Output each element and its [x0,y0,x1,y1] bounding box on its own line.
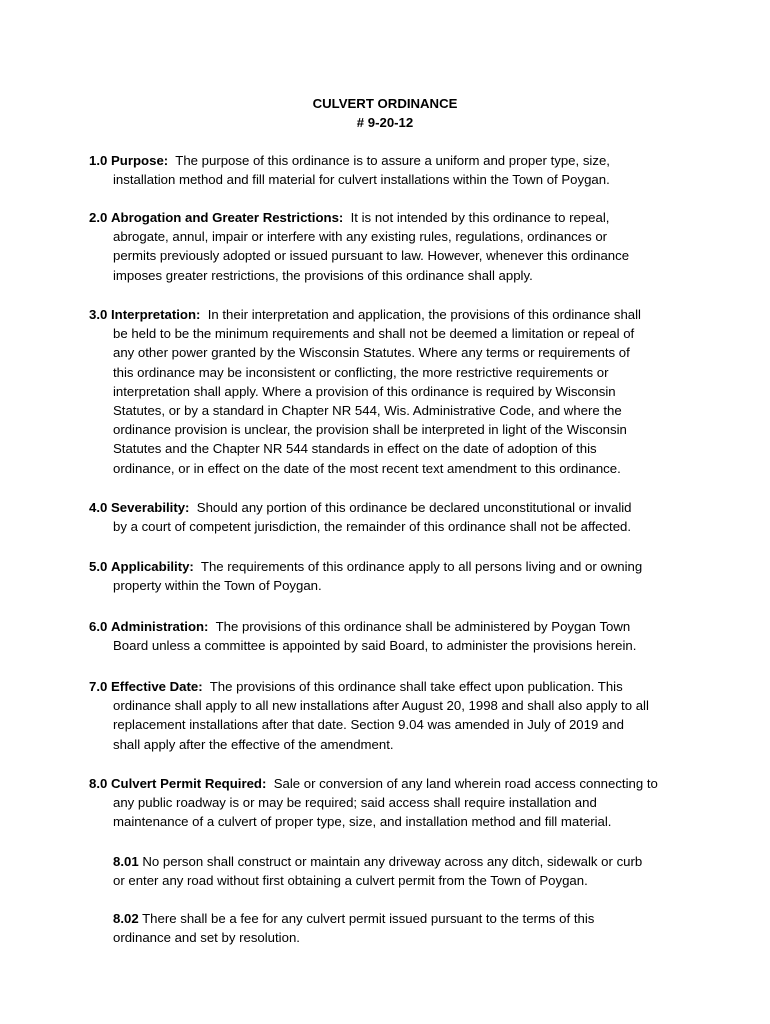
section-heading: Culvert Permit Required: [111,776,267,791]
section-number: 7.0 [89,679,108,694]
section-heading: Applicability: [111,559,194,574]
section-severability: 4.0 Severability: Should any portion of this ordinance be declared unconstitutional or invalid by a court of competent jurisdiction, the remainder of this ordinance shall not be affected. [89,500,632,535]
section-heading: Administration: [111,619,209,634]
section-heading: Effective Date: [111,679,203,694]
section-number: 2.0 [89,210,108,225]
subsection-number: 8.01 [113,854,139,869]
section-purpose: 1.0 Purpose: The purpose of this ordinance is to assure a uniform and proper type, size, installation method and fill material for culvert installations within the Town of Poygan. [89,153,610,188]
section-interpretation: 3.0 Interpretation: In their interpretation and application, the provisions of this ordinance shall be held to be the minimum requirements and shall not be deemed a limitation or repeal of any other power granted by the Wisconsin Statutes. Where any terms or requirements of this ordinance may be inconsistent or conflicting, the more restrictive requirements or interpretation shall apply. Where a provision of this ordinance is required by Wisconsin Statutes, or by a standard in Chapter NR 544, Wis. Administrative Code, and where the ordinance provision is unclear, the provision shall be interpreted in light of the Wisconsin Statutes and the Chapter NR 544 standards in effect on the date of adoption of this ordinance, or in effect on the date of the most recent text amendment to this ordinance. [89,307,641,476]
section-culvert-permit-required: 8.0 Culvert Permit Required: Sale or conversion of any land wherein road access connecting to any public roadway is or may be required; said access shall require installation and maintenance of a culvert of proper type, size, and installation method and fill material. [89,776,658,830]
section-number: 1.0 [89,153,108,168]
subsection-8-01: 8.01 No person shall construct or maintain any driveway across any ditch, sidewalk or curb or enter any road without first obtaining a culvert permit from the Town of Poygan. [113,854,643,889]
section-abrogation: 2.0 Abrogation and Greater Restrictions: It is not intended by this ordinance to repeal, abrogate, annul, impair or interfere with any existing rules, regulations, ordinances or permits previously adopted or issued pursuant to law. However, whenever this ordinance imposes greater restrictions, the provisions of this ordinance shall apply. [89,210,630,283]
section-heading: Purpose: [111,153,169,168]
section-number: 3.0 [89,307,108,322]
subsection-8-02: 8.02 There shall be a fee for any culvert permit issued pursuant to the terms of this ordinance and set by resolution. [113,911,595,946]
subsection-number: 8.02 [113,911,139,926]
section-effective-date: 7.0 Effective Date: The provisions of this ordinance shall take effect upon publication. This ordinance shall apply to all new installations after August 20, 1998 and shall also apply to all replacement installations after that date. Section 9.04 was amended in July of 2019 and shall apply after the effective of the amendment. [89,679,649,752]
section-number: 5.0 [89,559,108,574]
document-title: CULVERT ORDINANCE [312,96,458,111]
section-number: 4.0 [89,500,108,515]
section-applicability: 5.0 Applicability: The requirements of this ordinance apply to all persons living and or owning property within the Town of Poygan. [89,559,643,594]
section-number: 6.0 [89,619,108,634]
ordinance-number: # 9-20-12 [356,115,414,130]
section-administration: 6.0 Administration: The provisions of this ordinance shall be administered by Poygan Town Board unless a committee is appointed by said Board, to administer the provisions herein. [89,619,637,654]
section-heading: Interpretation: [111,307,201,322]
section-heading: Abrogation and Greater Restrictions: [111,210,344,225]
section-heading: Severability: [111,500,190,515]
section-number: 8.0 [89,776,108,791]
